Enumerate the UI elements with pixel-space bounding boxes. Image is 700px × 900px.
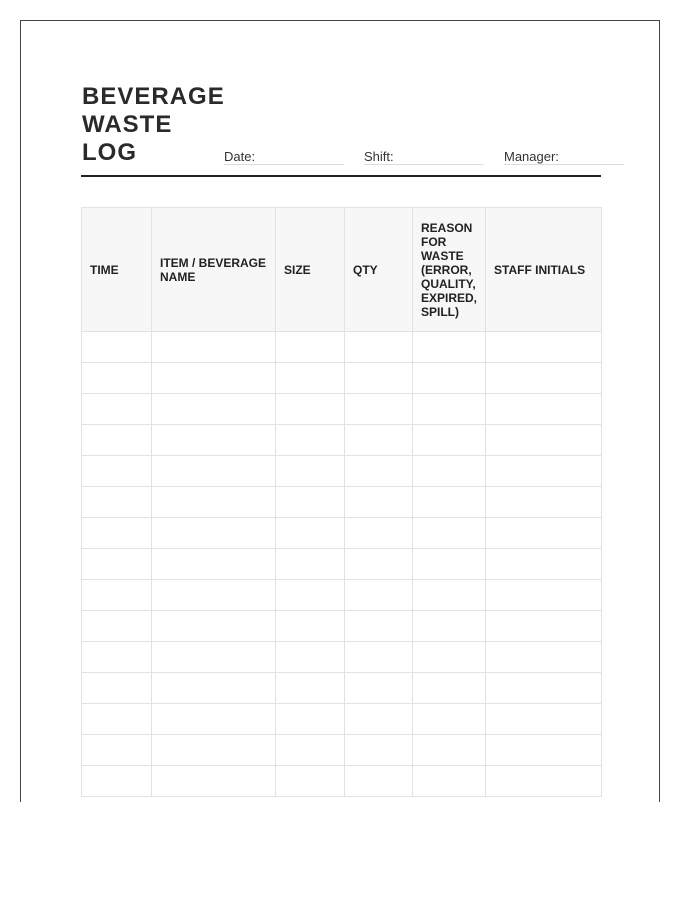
table-body: [82, 332, 602, 797]
cell-reason[interactable]: [413, 611, 486, 642]
cell-reason[interactable]: [413, 642, 486, 673]
cell-staff-initials[interactable]: [486, 642, 602, 673]
cell-staff-initials[interactable]: [486, 549, 602, 580]
column-header-item: ITEM / BEVERAGE NAME: [152, 208, 276, 332]
cell-reason[interactable]: [413, 518, 486, 549]
cell-staff-initials[interactable]: [486, 766, 602, 797]
cell-qty[interactable]: [345, 611, 413, 642]
cell-time[interactable]: [82, 580, 152, 611]
cell-time[interactable]: [82, 394, 152, 425]
table-row: [82, 456, 602, 487]
cell-size[interactable]: [276, 766, 345, 797]
log-sheet: [20, 20, 660, 802]
header-divider: [81, 175, 601, 177]
cell-time[interactable]: [82, 425, 152, 456]
cell-item[interactable]: [152, 704, 276, 735]
table-row: [82, 332, 602, 363]
cell-size[interactable]: [276, 704, 345, 735]
cell-reason[interactable]: [413, 425, 486, 456]
cell-reason[interactable]: [413, 456, 486, 487]
cell-reason[interactable]: [413, 673, 486, 704]
cell-staff-initials[interactable]: [486, 363, 602, 394]
cell-staff-initials[interactable]: [486, 704, 602, 735]
cell-staff-initials[interactable]: [486, 487, 602, 518]
cell-staff-initials[interactable]: [486, 394, 602, 425]
cell-size[interactable]: [276, 735, 345, 766]
cell-size[interactable]: [276, 642, 345, 673]
table-row: [82, 518, 602, 549]
cell-reason[interactable]: [413, 704, 486, 735]
cell-staff-initials[interactable]: [486, 611, 602, 642]
date-label: Date:: [224, 149, 256, 164]
cell-qty[interactable]: [345, 394, 413, 425]
cell-time[interactable]: [82, 766, 152, 797]
column-header-reason: REASON FOR WASTE (ERROR, QUALITY, EXPIRED, SPILL): [413, 208, 486, 332]
cell-time[interactable]: [82, 332, 152, 363]
cell-size[interactable]: [276, 580, 345, 611]
table-row: [82, 673, 602, 704]
cell-qty[interactable]: [345, 642, 413, 673]
cell-qty[interactable]: [345, 487, 413, 518]
shift-label: Shift:: [364, 149, 394, 164]
cell-time[interactable]: [82, 487, 152, 518]
cell-item[interactable]: [152, 456, 276, 487]
cell-size[interactable]: [276, 425, 345, 456]
table-row: [82, 487, 602, 518]
cell-time[interactable]: [82, 673, 152, 704]
cell-size[interactable]: [276, 673, 345, 704]
column-header-qty: QTY: [345, 208, 413, 332]
cell-item[interactable]: [152, 735, 276, 766]
table-row: [82, 611, 602, 642]
cell-time[interactable]: [82, 363, 152, 394]
waste-log-table: [81, 207, 602, 797]
cell-qty[interactable]: [345, 425, 413, 456]
column-header-staff-initials: STAFF INITIALS: [486, 208, 602, 332]
cell-size[interactable]: [276, 394, 345, 425]
document-title: BEVERAGE WASTE LOG: [82, 83, 225, 166]
cell-reason[interactable]: [413, 766, 486, 797]
table-row: [82, 425, 602, 456]
cell-time[interactable]: [82, 704, 152, 735]
cell-size[interactable]: [276, 332, 345, 363]
cell-qty[interactable]: [345, 332, 413, 363]
cell-item[interactable]: [152, 580, 276, 611]
table-row: [82, 580, 602, 611]
cell-staff-initials[interactable]: [486, 673, 602, 704]
manager-label: Manager:: [504, 149, 559, 164]
cell-item[interactable]: [152, 487, 276, 518]
cell-qty[interactable]: [345, 704, 413, 735]
cell-reason[interactable]: [413, 332, 486, 363]
cell-staff-initials[interactable]: [486, 580, 602, 611]
cell-qty[interactable]: [345, 766, 413, 797]
cell-size[interactable]: [276, 456, 345, 487]
cell-size[interactable]: [276, 518, 345, 549]
cell-item[interactable]: [152, 611, 276, 642]
cell-qty[interactable]: [345, 363, 413, 394]
shift-field[interactable]: [364, 150, 484, 165]
cell-item[interactable]: [152, 332, 276, 363]
table-row: [82, 642, 602, 673]
cell-time[interactable]: [82, 518, 152, 549]
table-row: [82, 394, 602, 425]
manager-field[interactable]: [504, 150, 624, 165]
cell-qty[interactable]: [345, 673, 413, 704]
cell-reason[interactable]: [413, 580, 486, 611]
cell-qty[interactable]: [345, 580, 413, 611]
table-row: [82, 766, 602, 797]
cell-item[interactable]: [152, 425, 276, 456]
cell-item[interactable]: [152, 518, 276, 549]
cell-size[interactable]: [276, 487, 345, 518]
table-header-row: [82, 208, 602, 332]
cell-item[interactable]: [152, 642, 276, 673]
column-header-size: SIZE: [276, 208, 345, 332]
column-header-time: TIME: [82, 208, 152, 332]
cell-item[interactable]: [152, 673, 276, 704]
cell-size[interactable]: [276, 549, 345, 580]
cell-staff-initials[interactable]: [486, 456, 602, 487]
cell-staff-initials[interactable]: [486, 518, 602, 549]
cell-reason[interactable]: [413, 735, 486, 766]
cell-staff-initials[interactable]: [486, 332, 602, 363]
table-row: [82, 363, 602, 394]
cell-time[interactable]: [82, 735, 152, 766]
cell-item[interactable]: [152, 766, 276, 797]
cell-reason[interactable]: [413, 394, 486, 425]
cell-time[interactable]: [82, 456, 152, 487]
cell-item[interactable]: [152, 549, 276, 580]
cell-time[interactable]: [82, 549, 152, 580]
cell-reason[interactable]: [413, 549, 486, 580]
cell-time[interactable]: [82, 642, 152, 673]
table-row: [82, 549, 602, 580]
table-row: [82, 704, 602, 735]
cell-qty[interactable]: [345, 518, 413, 549]
cell-qty[interactable]: [345, 549, 413, 580]
cell-staff-initials[interactable]: [486, 425, 602, 456]
cell-size[interactable]: [276, 611, 345, 642]
cell-reason[interactable]: [413, 487, 486, 518]
cell-time[interactable]: [82, 611, 152, 642]
cell-item[interactable]: [152, 394, 276, 425]
cell-qty[interactable]: [345, 456, 413, 487]
cell-item[interactable]: [152, 363, 276, 394]
table-row: [82, 735, 602, 766]
cell-reason[interactable]: [413, 363, 486, 394]
date-field[interactable]: [224, 150, 344, 165]
cell-size[interactable]: [276, 363, 345, 394]
cell-staff-initials[interactable]: [486, 735, 602, 766]
cell-qty[interactable]: [345, 735, 413, 766]
